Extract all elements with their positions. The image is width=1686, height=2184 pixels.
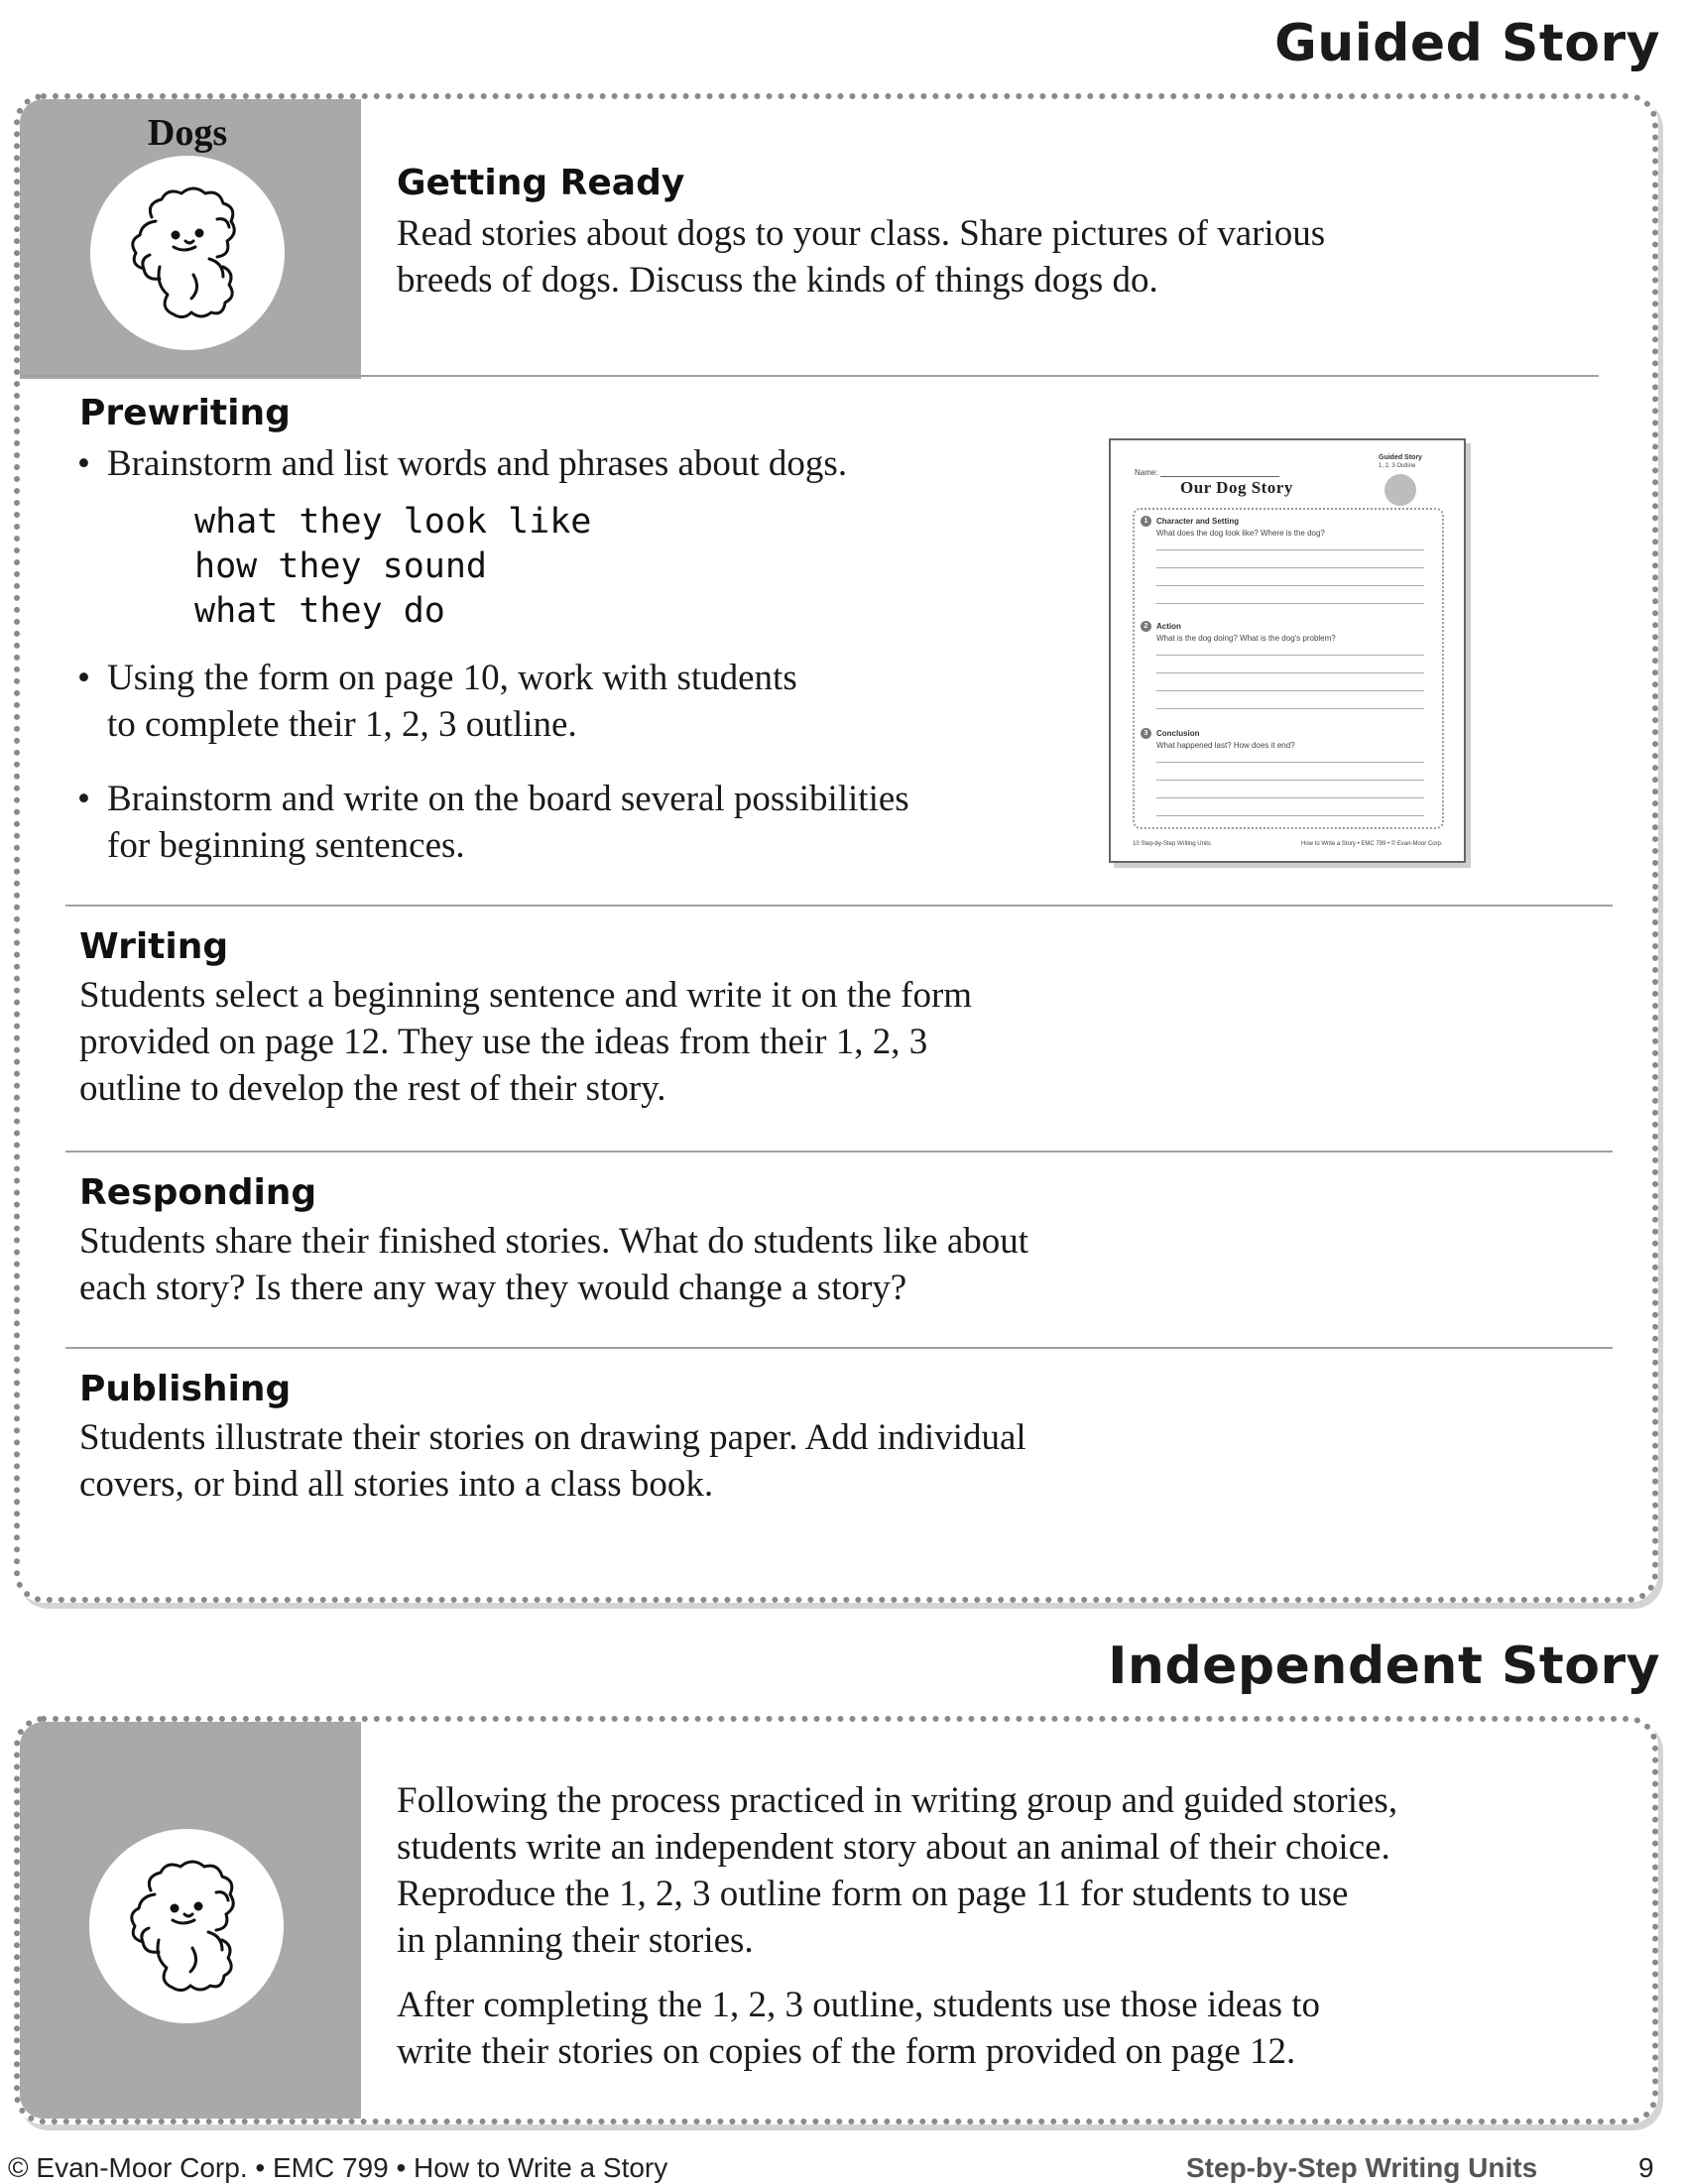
independent-paragraph-1: Following the process practiced in writing group and guided stories, students write an independent story about an animal of their choice. Reproduce the 1, 2, 3 outline form on page 11 for students to use in planning their stories. <box>397 1780 1398 1961</box>
bullet-mark: • <box>77 658 90 698</box>
thumb-section-heading: Action <box>1156 622 1181 631</box>
dog-illustration <box>90 156 285 350</box>
publishing-heading: Publishing <box>79 1369 292 1409</box>
panel-label: Dogs <box>147 112 228 154</box>
thumb-footer-right: How to Write a Story • EMC 799 • © Evan-Moor Corp. <box>1301 841 1443 847</box>
thumb-writing-line <box>1156 567 1424 568</box>
thumb-section-number: 1 <box>1141 516 1151 527</box>
divider-getting-ready <box>20 375 1599 377</box>
thumb-name-line <box>1160 476 1279 477</box>
independent-gray-panel <box>14 1716 361 2124</box>
thumb-writing-line <box>1156 672 1424 673</box>
thumb-section-prompt: What happened last? How does it end? <box>1156 741 1295 750</box>
responding-heading: Responding <box>79 1172 317 1213</box>
bullet-mark: • <box>77 443 90 484</box>
thumb-section-prompt: What does the dog look like? Where is the dog? <box>1156 529 1325 538</box>
footer-copyright: © Evan-Moor Corp. • EMC 799 • How to Write a Story <box>8 2152 668 2183</box>
bullet-text: Using the form on page 10, work with students to complete their 1, 2, 3 outline. <box>107 658 797 745</box>
getting-ready-text <box>397 210 1325 303</box>
thumb-section-heading: Character and Setting <box>1156 517 1240 526</box>
outline-form-thumbnail <box>1109 438 1466 863</box>
divider-writing <box>65 1151 1613 1153</box>
bullet-text: Brainstorm and list words and phrases about dogs. <box>107 443 848 484</box>
thumb-writing-line <box>1156 690 1424 691</box>
thumb-title: Our Dog Story <box>1180 478 1293 497</box>
independent-story-title: Independent Story <box>1108 1637 1660 1696</box>
thumb-dog-icon <box>1385 474 1416 506</box>
thumb-corner-label: Guided Story <box>1379 454 1422 461</box>
writing-text: Students select a beginning sentence and write it on the form provided on page 12. They use the ideas from their 1, 2, 3 outline to develop the rest of their story. <box>79 975 973 1109</box>
guided-story-title: Guided Story <box>1274 14 1660 73</box>
thumb-section-number: 3 <box>1141 728 1151 739</box>
list-item: how they sound <box>194 546 488 586</box>
thumb-section-prompt: What is the dog doing? What is the dog's problem? <box>1156 634 1336 643</box>
bullet-text: Brainstorm and write on the board several possibilities for beginning sentences. <box>107 779 909 866</box>
thumb-writing-line <box>1156 549 1424 550</box>
dog-illustration <box>89 1829 284 2023</box>
list-item: what they look like <box>194 502 592 542</box>
thumb-name-label: Name: <box>1135 468 1158 477</box>
thumb-writing-line <box>1156 762 1424 763</box>
list-item: what they do <box>194 591 445 631</box>
getting-ready-heading: Getting Ready <box>397 163 685 203</box>
thumb-writing-line <box>1156 708 1424 709</box>
thumb-section-heading: Conclusion <box>1156 729 1200 738</box>
footer-page-number: 9 <box>1638 2152 1654 2183</box>
dog-topic-panel <box>14 93 361 379</box>
thumb-writing-line <box>1156 655 1424 656</box>
thumb-writing-line <box>1156 603 1424 604</box>
thumb-section-number: 2 <box>1141 621 1151 632</box>
divider-prewriting <box>65 905 1613 907</box>
thumb-writing-line <box>1156 585 1424 586</box>
thumb-writing-line <box>1156 780 1424 781</box>
prewriting-bullet-1 <box>77 440 847 487</box>
prewriting-bullet-3 <box>77 776 909 869</box>
getting-ready-line: breeds of dogs. Discuss the kinds of things dogs do. <box>397 260 1158 301</box>
prewriting-heading: Prewriting <box>79 393 291 433</box>
thumb-outline-box <box>1133 508 1444 829</box>
brainstorm-list <box>194 500 591 634</box>
thumb-writing-line <box>1156 797 1424 798</box>
bullet-mark: • <box>77 779 90 819</box>
thumb-writing-line <box>1156 815 1424 816</box>
thumb-footer-left: 10 Step-by-Step Writing Units <box>1133 841 1211 847</box>
prewriting-bullet-2 <box>77 655 797 748</box>
responding-text: Students share their finished stories. What do students like about each story? Is there any way they would change a story? <box>79 1221 1029 1308</box>
dog-icon <box>89 1829 284 2023</box>
dog-icon <box>90 156 285 350</box>
thumb-corner-sub: 1, 2, 3 Outline <box>1379 463 1416 469</box>
footer-series-label: Step-by-Step Writing Units <box>1186 2152 1538 2183</box>
publishing-text: Students illustrate their stories on drawing paper. Add individual covers, or bind all stories into a class book. <box>79 1417 1026 1505</box>
independent-paragraph-2: After completing the 1, 2, 3 outline, students use those ideas to write their stories on copies of the form provided on page 12. <box>397 1985 1320 2072</box>
getting-ready-line: Read stories about dogs to your class. Share pictures of various <box>397 213 1326 254</box>
divider-responding <box>65 1347 1613 1349</box>
writing-heading: Writing <box>79 926 229 967</box>
